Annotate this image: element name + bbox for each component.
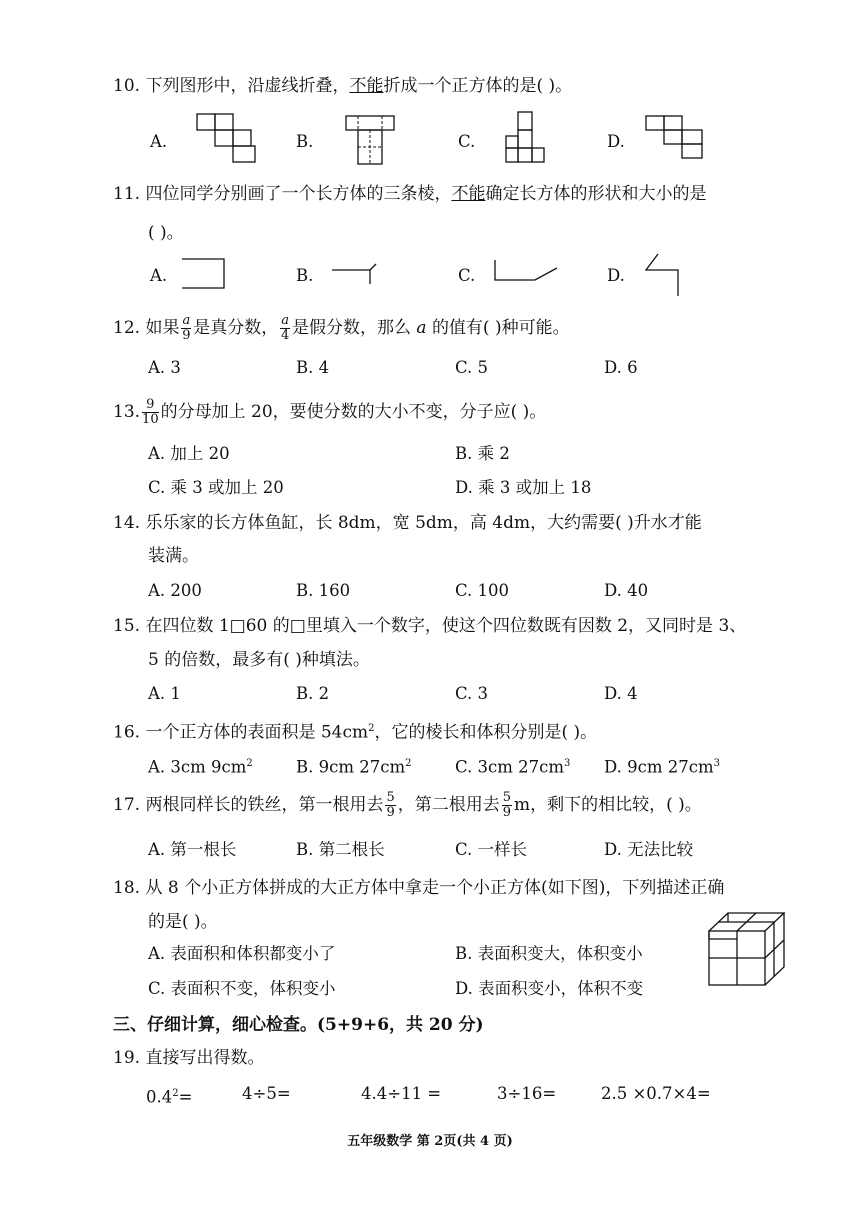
q15-option-b[interactable]: B. 2 [296, 684, 330, 703]
q18-stem-line2: 的是( )。 [148, 912, 218, 932]
q14-option-a[interactable]: A. 200 [148, 581, 202, 600]
q17-option-c[interactable]: C. 一样长 [455, 840, 528, 859]
q16-option-b[interactable]: B. 9cm $27cm^2$ [296, 757, 412, 777]
q10-option-d[interactable]: D. [607, 132, 625, 151]
q11-edges-d-figure [644, 252, 684, 300]
q13-stem: 13. $\frac{9}{10}$ 的分母加上 20，要使分数的大小不变，分子应( )。 [113, 397, 547, 427]
q19-calc-1[interactable]: $0.4^2=$ [146, 1087, 193, 1107]
q11-option-d[interactable]: D. [607, 266, 625, 285]
q18-option-d[interactable]: D. 表面积变小，体积不变 [455, 979, 644, 998]
q13-option-a[interactable]: A. 加上 20 [148, 444, 230, 463]
q12-option-c[interactable]: C. 5 [455, 358, 489, 377]
section-3-heading: 三、仔细计算，细心检查。(5+9+6，共 20 分) [113, 1015, 484, 1035]
q15-stem-line2: 5 的倍数，最多有( )种填法。 [148, 650, 370, 670]
q19-calc-4[interactable]: 3÷16= [497, 1084, 557, 1103]
q16-stem: 16. 一个正方体的表面积是 $54cm^2$，它的棱长和体积分别是( )。 [113, 722, 598, 743]
q17-option-d[interactable]: D. 无法比较 [604, 840, 694, 859]
q19-stem: 19. 直接写出得数。 [113, 1048, 265, 1068]
q15-stem: 15. 在四位数 1□60 的□里填入一个数字，使这个四位数既有因数 2，又同时是 3、 [113, 616, 747, 636]
q16-option-d[interactable]: D. 9cm $27cm^3$ [604, 757, 721, 777]
q14-option-c[interactable]: C. 100 [455, 581, 510, 600]
q13-option-d[interactable]: D. 乘 3 或加上 18 [455, 478, 592, 497]
q16-option-c[interactable]: C. 3cm $27cm^3$ [455, 757, 571, 777]
q11-edges-b-figure [330, 258, 380, 286]
q12-option-d[interactable]: D. 6 [604, 358, 638, 377]
q17-option-a[interactable]: A. 第一根长 [148, 840, 237, 859]
q18-option-c[interactable]: C. 表面积不变，体积变小 [148, 979, 336, 998]
q11-edges-c-figure [493, 258, 563, 288]
q11-option-a[interactable]: A. [150, 266, 168, 285]
q18-option-b[interactable]: B. 表面积变大，体积变小 [455, 944, 643, 963]
q14-option-b[interactable]: B. 160 [296, 581, 351, 600]
page-footer: 五年级数学 第 2页(共 4 页) [347, 1134, 513, 1149]
q18-stem: 18. 从 8 个小正方体拼成的大正方体中拿走一个小正方体(如下图)，下列描述正确 [113, 878, 725, 898]
q17-stem: 17. 两根同样长的铁丝，第一根用去 $\frac{5}{9}$ ，第二根用去 $\frac{5}{9}$ m，剩下的相比较，( )。 [113, 790, 702, 820]
q12-option-a[interactable]: A. 3 [148, 358, 181, 377]
q19-calc-5[interactable]: 2.5 ×0.7×4= [601, 1084, 711, 1103]
q11-option-c[interactable]: C. [458, 266, 476, 285]
q19-calc-3[interactable]: 4.4÷11 = [361, 1084, 442, 1103]
q10-net-d-figure [644, 114, 709, 162]
q11-option-b[interactable]: B. [296, 266, 314, 285]
q12-stem: 12. 如果 $\frac{a}{9}$ 是真分数， $\frac{a}{4}$ 是假分数，那么 a 的值有( )种可能。 [113, 313, 570, 343]
q18-cube-figure [706, 909, 796, 989]
q13-option-b[interactable]: B. 乘 2 [455, 444, 510, 463]
q14-stem-line2: 装满。 [148, 546, 199, 566]
q15-option-c[interactable]: C. 3 [455, 684, 489, 703]
q10-stem: 10. 下列图形中，沿虚线折叠，不能折成一个正方体的是( )。 [113, 76, 573, 96]
q10-net-b-figure [344, 114, 399, 169]
q13-option-c[interactable]: C. 乘 3 或加上 20 [148, 478, 284, 497]
q15-option-a[interactable]: A. 1 [148, 684, 181, 703]
q10-option-c[interactable]: C. [458, 132, 476, 151]
q14-stem: 14. 乐乐家的长方体鱼缸，长 8dm，宽 5dm，高 4dm，大约需要( )升水才能 [113, 513, 702, 533]
q17-option-b[interactable]: B. 第二根长 [296, 840, 385, 859]
q10-net-a-figure [195, 112, 265, 167]
q16-option-a[interactable]: A. 3cm $9cm^2$ [148, 757, 253, 777]
q12-option-b[interactable]: B. 4 [296, 358, 330, 377]
q11-answer-blank[interactable]: ( )。 [148, 223, 184, 243]
q19-calc-2[interactable]: 4÷5= [242, 1084, 291, 1103]
q15-option-d[interactable]: D. 4 [604, 684, 638, 703]
q11-edges-a-figure [180, 256, 230, 292]
q14-option-d[interactable]: D. 40 [604, 581, 649, 600]
q10-option-b[interactable]: B. [296, 132, 314, 151]
q18-option-a[interactable]: A. 表面积和体积都变小了 [148, 944, 336, 963]
q10-option-a[interactable]: A. [150, 132, 168, 151]
q10-net-c-figure [504, 110, 549, 166]
q11-stem: 11. 四位同学分别画了一个长方体的三条棱，不能确定长方体的形状和大小的是 [113, 184, 707, 204]
